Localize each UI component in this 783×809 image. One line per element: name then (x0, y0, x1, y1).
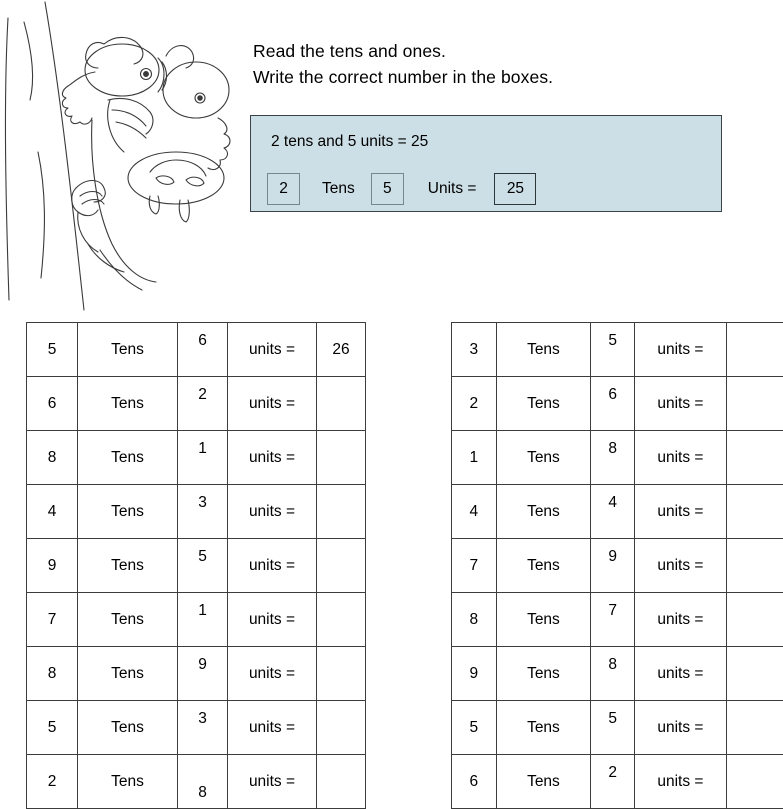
units-digit-cell: 2 (591, 755, 635, 809)
table-row (27, 647, 366, 701)
table-row (27, 485, 366, 539)
instruction-line-2: Write the correct number in the boxes. (253, 64, 723, 90)
units-digit-cell: 9 (591, 539, 635, 593)
units-label-cell: units = (228, 647, 317, 701)
table-row (452, 755, 783, 809)
units-label-cell: units = (634, 593, 726, 647)
answer-input-cell[interactable] (726, 539, 783, 593)
tens-label-cell: Tens (496, 323, 591, 377)
units-label-cell: units = (228, 377, 317, 431)
tens-digit-cell: 4 (27, 485, 78, 539)
example-units-label: Units = (428, 180, 477, 198)
units-digit-cell: 2 (178, 377, 228, 431)
table-row (452, 377, 783, 431)
table-row (452, 701, 783, 755)
answer-input-cell[interactable] (726, 701, 783, 755)
tens-digit-cell: 1 (452, 431, 497, 485)
units-digit-cell: 7 (591, 593, 635, 647)
units-digit-cell: 6 (178, 323, 228, 377)
table-row (27, 539, 366, 593)
units-label-cell: units = (634, 647, 726, 701)
units-label-cell: units = (634, 701, 726, 755)
units-label-cell: units = (634, 323, 726, 377)
table-row (452, 539, 783, 593)
tens-digit-cell: 4 (452, 485, 497, 539)
tens-digit-cell: 3 (452, 323, 497, 377)
tens-digit-cell: 9 (27, 539, 78, 593)
example-sentence: 2 tens and 5 units = 25 (271, 133, 428, 151)
units-digit-cell: 5 (178, 539, 228, 593)
units-label-cell: units = (228, 431, 317, 485)
example-tens-box: 2 (267, 173, 300, 205)
units-label-cell: units = (228, 485, 317, 539)
units-label-cell: units = (634, 377, 726, 431)
tens-label-cell: Tens (78, 485, 178, 539)
tens-label-cell: Tens (78, 323, 178, 377)
tens-digit-cell: 9 (452, 647, 497, 701)
units-label-cell: units = (634, 539, 726, 593)
dog-behind-tree-illustration (0, 0, 250, 320)
units-digit-cell: 6 (591, 377, 635, 431)
answer-input-cell[interactable]: 26 (317, 323, 366, 377)
units-digit-cell: 9 (178, 647, 228, 701)
tens-label-cell: Tens (496, 485, 591, 539)
units-label-cell: units = (228, 539, 317, 593)
answer-input-cell[interactable] (726, 755, 783, 809)
units-label-cell: units = (228, 593, 317, 647)
tens-digit-cell: 5 (452, 701, 497, 755)
table-row (27, 701, 366, 755)
table-row (27, 431, 366, 485)
tens-digit-cell: 8 (452, 593, 497, 647)
table-right-body (452, 323, 783, 809)
tens-digit-cell: 8 (27, 431, 78, 485)
units-digit-cell: 8 (591, 431, 635, 485)
worksheet-table-right (451, 322, 783, 809)
worksheet-table-left (26, 322, 366, 809)
tens-digit-cell: 5 (27, 323, 78, 377)
table-row (452, 431, 783, 485)
answer-input-cell[interactable] (726, 323, 783, 377)
tens-label-cell: Tens (78, 701, 178, 755)
units-digit-cell: 8 (178, 755, 228, 809)
units-digit-cell: 1 (178, 593, 228, 647)
tens-label-cell: Tens (78, 755, 178, 809)
answer-input-cell[interactable] (726, 377, 783, 431)
tens-label-cell: Tens (78, 539, 178, 593)
units-digit-cell: 8 (591, 647, 635, 701)
units-label-cell: units = (228, 755, 317, 809)
tens-digit-cell: 5 (27, 701, 78, 755)
answer-input-cell[interactable] (317, 647, 366, 701)
tens-label-cell: Tens (496, 593, 591, 647)
units-digit-cell: 4 (591, 485, 635, 539)
answer-input-cell[interactable] (317, 755, 366, 809)
tens-digit-cell: 6 (27, 377, 78, 431)
tens-label-cell: Tens (496, 647, 591, 701)
tens-label-cell: Tens (78, 377, 178, 431)
answer-input-cell[interactable] (317, 701, 366, 755)
units-digit-cell: 3 (178, 701, 228, 755)
answer-input-cell[interactable] (317, 431, 366, 485)
instructions-text (253, 38, 723, 90)
units-label-cell: units = (634, 485, 726, 539)
table-row (27, 323, 366, 377)
units-label-cell: units = (634, 755, 726, 809)
table-row (452, 593, 783, 647)
units-label-cell: units = (634, 431, 726, 485)
tens-label-cell: Tens (78, 593, 178, 647)
example-panel (250, 115, 722, 212)
units-digit-cell: 5 (591, 323, 635, 377)
tens-label-cell: Tens (496, 755, 591, 809)
table-row (452, 485, 783, 539)
dog-figure-icon (62, 37, 230, 290)
answer-input-cell[interactable] (726, 647, 783, 701)
units-label-cell: units = (228, 323, 317, 377)
answer-input-cell[interactable] (317, 539, 366, 593)
tens-label-cell: Tens (78, 431, 178, 485)
example-units-box: 5 (371, 173, 404, 205)
answer-input-cell[interactable] (726, 593, 783, 647)
answer-input-cell[interactable] (317, 377, 366, 431)
example-answer-box: 25 (494, 173, 536, 205)
table-row (27, 755, 366, 809)
tens-label-cell: Tens (496, 377, 591, 431)
table-row (452, 647, 783, 701)
instruction-line-1: Read the tens and ones. (253, 38, 723, 64)
table-row (452, 323, 783, 377)
table-row (27, 377, 366, 431)
answer-input-cell[interactable] (726, 431, 783, 485)
tens-digit-cell: 7 (452, 539, 497, 593)
example-equation-row (267, 172, 536, 206)
tens-digit-cell: 8 (27, 647, 78, 701)
units-digit-cell: 5 (591, 701, 635, 755)
units-digit-cell: 3 (178, 485, 228, 539)
answer-input-cell[interactable] (317, 485, 366, 539)
table-row (27, 593, 366, 647)
tens-label-cell: Tens (496, 431, 591, 485)
tens-label-cell: Tens (496, 539, 591, 593)
tens-digit-cell: 2 (27, 755, 78, 809)
units-digit-cell: 1 (178, 431, 228, 485)
tens-label-cell: Tens (78, 647, 178, 701)
answer-input-cell[interactable] (317, 593, 366, 647)
table-left-body (27, 323, 366, 809)
tens-digit-cell: 7 (27, 593, 78, 647)
units-label-cell: units = (228, 701, 317, 755)
tree-trunk-icon (5, 2, 84, 310)
tens-label-cell: Tens (496, 701, 591, 755)
example-tens-label: Tens (322, 180, 355, 198)
answer-input-cell[interactable] (726, 485, 783, 539)
tens-digit-cell: 2 (452, 377, 497, 431)
tens-digit-cell: 6 (452, 755, 497, 809)
